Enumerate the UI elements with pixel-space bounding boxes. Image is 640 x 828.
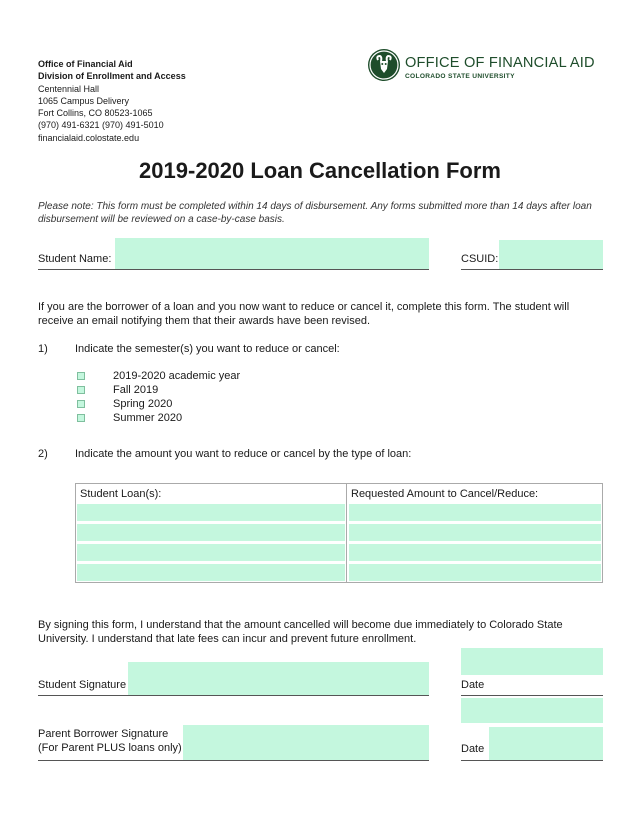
office-name: Office of Financial Aid [38, 59, 133, 69]
parent-date-upper-field[interactable] [461, 698, 603, 723]
checkbox-spring-2020[interactable] [77, 400, 85, 408]
table-column-divider [346, 484, 347, 582]
student-date-underline [461, 695, 603, 696]
parent-date-field[interactable] [489, 727, 603, 760]
logo-name: OFFICE OF FINANCIAL AID [405, 55, 595, 71]
parent-plus-note: (For Parent PLUS loans only) [38, 742, 182, 754]
address-line: 1065 Campus Delivery [38, 95, 130, 106]
office-address-block [38, 58, 186, 144]
checkbox-fall-2019[interactable] [77, 386, 85, 394]
question-1-text: Indicate the semester(s) you want to reduce or cancel: [75, 343, 340, 355]
deadline-note: Please note: This form must be completed within 14 days of disbursement. Any forms submitted more than 14 days after loan disbursement will be reviewed on a case-by-case basis. [38, 201, 592, 225]
student-date-field[interactable] [461, 648, 603, 675]
student-date-label: Date [461, 679, 485, 691]
loan-amount-cell[interactable] [349, 524, 601, 541]
parent-date-underline [461, 760, 603, 761]
loan-name-cell[interactable] [77, 504, 345, 521]
option-spring-2020: Spring 2020 [113, 398, 173, 410]
student-name-label: Student Name: [38, 253, 112, 265]
parent-signature-underline [38, 760, 429, 761]
checkbox-academic-year[interactable] [77, 372, 85, 380]
checkbox-summer-2020[interactable] [77, 414, 85, 422]
intro-paragraph: If you are the borrower of a loan and you now want to reduce or cancel it, complete this form. The student will receive an email notifying them that their awards have been revised. [38, 301, 570, 327]
student-signature-label: Student Signature [38, 679, 127, 691]
table-header-amount: Requested Amount to Cancel/Reduce: [346, 484, 602, 504]
loan-amount-cell[interactable] [349, 564, 601, 581]
parent-date-label: Date [461, 743, 485, 755]
option-academic-year: 2019-2020 academic year [113, 370, 241, 382]
logo-subtitle: COLORADO STATE UNIVERSITY [405, 73, 515, 80]
csuid-field[interactable] [499, 240, 603, 269]
loan-amount-cell[interactable] [349, 504, 601, 521]
agreement-paragraph: By signing this form, I understand that the amount cancelled will become due immediately to Colorado State University. I understand that late fees can incur and prevent future enrollment. [38, 619, 563, 645]
option-summer-2020: Summer 2020 [113, 412, 183, 424]
question-2-number: 2) [38, 448, 48, 460]
loan-name-cell[interactable] [77, 544, 345, 561]
ram-logo-icon [368, 49, 400, 81]
student-signature-underline [38, 695, 429, 696]
address-line: Centennial Hall [38, 83, 100, 94]
option-fall-2019: Fall 2019 [113, 384, 159, 396]
table-header-loans: Student Loan(s): [80, 488, 162, 500]
website-line: financialaid.colostate.edu [38, 132, 140, 143]
parent-signature-field[interactable] [183, 725, 429, 760]
csuid-underline [461, 269, 603, 270]
loan-name-cell[interactable] [77, 564, 345, 581]
form-title: 2019-2020 Loan Cancellation Form [139, 158, 501, 183]
phone-line: (970) 491-6321 (970) 491-5010 [38, 120, 164, 131]
loan-name-cell[interactable] [77, 524, 345, 541]
question-2-text: Indicate the amount you want to reduce or cancel by the type of loan: [75, 448, 412, 460]
question-1-number: 1) [38, 343, 48, 355]
logo [368, 49, 598, 83]
address-line: Fort Collins, CO 80523-1065 [38, 108, 153, 119]
parent-signature-label: Parent Borrower Signature [38, 728, 169, 740]
loan-table [75, 483, 603, 583]
student-name-underline [38, 269, 429, 270]
student-name-field[interactable] [115, 238, 429, 269]
loan-amount-cell[interactable] [349, 544, 601, 561]
student-signature-field[interactable] [128, 662, 429, 695]
division-name: Division of Enrollment and Access [38, 71, 186, 82]
csuid-label: CSUID: [461, 253, 499, 265]
